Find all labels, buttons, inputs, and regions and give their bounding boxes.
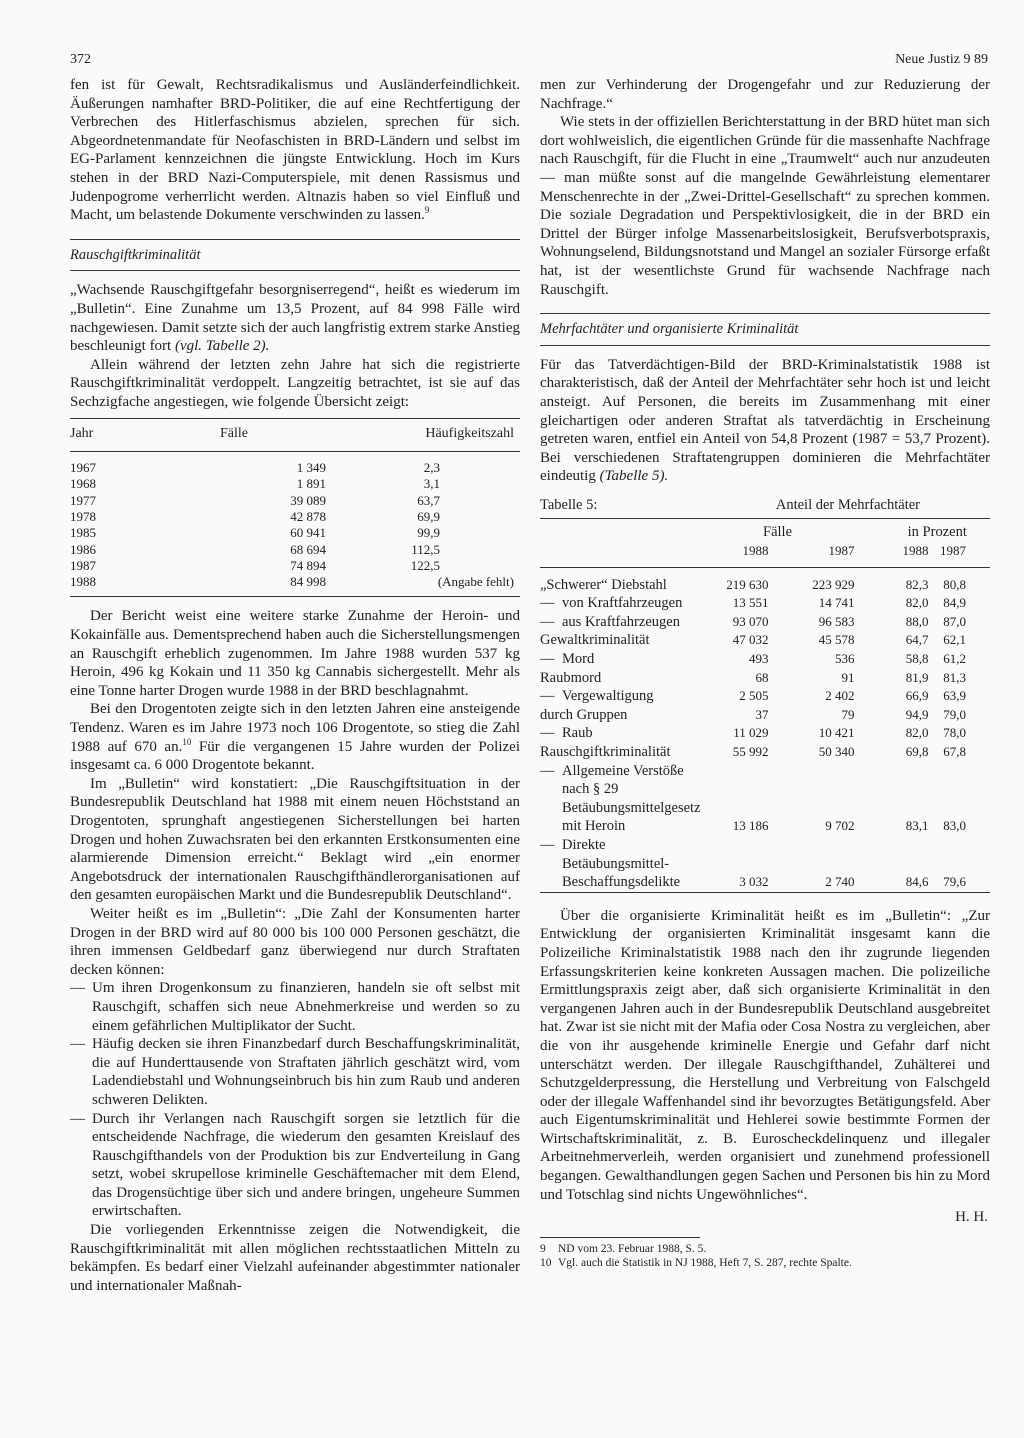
row-label: — Allgemeine Verstöße nach § 29 Betäubungsmittelgesetz mit Heroin [540, 762, 701, 835]
table-row [540, 706, 990, 725]
column-header: Jahr [70, 418, 190, 452]
row-label: Raubmord [540, 669, 602, 686]
table-row [70, 509, 520, 525]
dash-marker: — [540, 613, 555, 630]
paragraph: men zur Verhinderung der Drogengefahr und zur Reduzierung der Nachfrage.“ [540, 77, 990, 112]
table-cell: 122,5 [410, 557, 440, 573]
table-cell: 68 694 [290, 541, 326, 557]
table-cell: 1978 [70, 508, 96, 524]
footnote: 9 ND vom 23. Februar 1988, S. 5. [540, 1242, 707, 1255]
row-label: — Direkte Betäubungsmittel-Beschaffungsdelikte [540, 836, 701, 892]
table-row [70, 493, 520, 509]
table-cell: 63,9 [943, 688, 966, 704]
paragraph: Im „Bulletin“ wird konstatiert: „Die Rauschgiftsituation in der Bundesrepublik Deutschland hat 1988 mit einem neuen Höchststand an Drogentoten, sprunghaft angestiegenen Sicherstellungen bei harten Drogen und hohen Zuwachsraten bei den erkannten Erstkonsumenten eine alarmierende Dimension erreicht.“ Beklagt wird „ein enormer Angebotsdruck der internationalen Rauschgifthändlerorganisationen auf den gesamten europäischen Markt und die Bundesrepublik Deutschland“. [70, 775, 520, 904]
dash-marker: — [540, 595, 555, 612]
table-cell: 61,2 [943, 651, 966, 667]
table-cell: 14 741 [818, 595, 855, 611]
right-column [540, 76, 990, 1270]
table-row [540, 631, 990, 650]
table-cell: 84 998 [190, 574, 360, 597]
table-cell: 112,5 [411, 541, 440, 557]
table-cell: 223 929 [812, 576, 855, 592]
paragraph: Über die organisierte Kriminalität heißt es im „Bulletin“: „Zur Entwicklung der organisierten Kriminalität insgesamt kann die Polizeiliche Kriminalstatistik 1988 nach den ihr zugrunde liegenden Erfassungskriterien keine konkreten Aussagen machen. Die polizeiliche Ermittlungspraxis zeigt aber, daß sich organisierte Kriminalität in den vergangenen Jahren auch in der Bundesrepublik Deutschland ausgebreitet hat. Zwar ist sie nicht mit der Mafia oder Cosa Nostra zu vergleichen, aber die von ihr ausgehende kriminelle Energie und Gefahr darf nicht unterschätzt werden. Der illegale Rauschgifthandel, Zuhälterei und Schutzgelderpressung, die Herstellung und Verbreitung von Falschgeld oder der illegale Waffenhandel sind ihr bevorzugtes Betätigungsfeld. Aber auch Eigentumskriminalität und Hehlerei sowie bestimmte Formen der Wirtschaftskriminalität, z. B. Euroscheckdelinquenz und illegaler Arbeitnehmerverleih, werden organisiert und zunehmend professionell begangen. Gewalthandlungen gegen Sachen und Personen bis hin zu Mord und Totschlag sind nichts Ungewöhnliches“. [540, 907, 990, 1203]
table-cell: 96 583 [818, 613, 855, 629]
table-row [540, 567, 990, 594]
section-heading-rauschgift: Rauschgiftkriminalität [70, 239, 520, 272]
table-row [70, 542, 520, 558]
list-item: — Um ihren Drogenkonsum zu finanzieren, handeln sie oft selbst mit Rauschgift, schaffen sich neue Abnehmerkreise und werden so zu einem gefährlichen Multiplikator der Sucht. [70, 980, 520, 1034]
table-title: Anteil der Mehrfachtäter [775, 496, 920, 513]
paragraph: Der Bericht weist eine weitere starke Zunahme der Heroin- und Kokainfälle aus. Dementsprechend haben auch die Sicherstellungsmengen an Rauschgift erheblich zugenommen. Im Jahre 1988 wurden 537 kg Heroin, 496 kg Kokain und 11 350 kg Cannabis sichergestellt. Mehr als eine Tonne harter Drogen wurde 1988 in der BRD beschlagnahmt. [70, 608, 520, 699]
table-cell: 82,0 [905, 725, 929, 741]
table-cell: 1985 [70, 525, 96, 541]
table-cell: 82,3 [905, 576, 929, 592]
table-cell: 82,0 [905, 595, 929, 611]
table-cell: 78,0 [943, 725, 966, 741]
table-cell: 1986 [70, 541, 96, 557]
table-cell: 10 421 [818, 725, 855, 741]
row-label: Rauschgiftkriminalität [540, 744, 671, 760]
table-cell: 88,0 [905, 613, 929, 629]
table-row [540, 836, 990, 892]
table-5-caption [540, 496, 990, 515]
dash-marker: — [540, 651, 555, 668]
table-cell: 81,3 [943, 669, 966, 685]
footnote-divider [540, 1237, 700, 1238]
table-cell: 79,6 [929, 836, 990, 892]
column-header: Häufigkeitszahl [360, 418, 520, 452]
table-cell: 99,9 [417, 525, 440, 541]
footnote-ref: 9 [424, 205, 430, 216]
table-cell: 2 402 [825, 688, 855, 704]
footnote: 10 Vgl. auch die Statistik in NJ 1988, Heft 7, S. 287, rechte Spalte. [540, 1256, 852, 1269]
year-header: 1988 [855, 542, 929, 567]
table-cell: 81,9 [905, 669, 929, 685]
row-label: „Schwerer“ Diebstahl [540, 576, 667, 593]
section-heading-mehrfachtaeter: Mehrfachtäter und organisierte Kriminalität [540, 313, 990, 346]
table-row [540, 687, 990, 706]
year-header: 1988 [701, 542, 769, 567]
row-label: — Mord [540, 651, 595, 668]
dash-marker: — [540, 688, 555, 705]
paragraph: fen ist für Gewalt, Rechtsradikalismus und Ausländerfeindlichkeit. Äußerungen namhafter BRD-Politiker, die auf eine Rechtfertigung der Verbrechen des Hitlerfaschismus abzielen, sprechen für sich. Abgeordnetenmandate für Neofaschisten in BRD-Ländern und selbst im EG-Parlament kennzeichnen die jüngste Entwicklung. Hoch im Kurs stehen in der BRD Nazi-Computerspiele, mit denen Rassismus und Judenpogrome verherrlicht werden. Altnazis haben so viel Einfluß und Macht, um belastende Dokumente verschwinden zu lassen.$^9$ [70, 77, 520, 224]
table-cell: 1968 [70, 476, 96, 492]
table-cell: 3 032 [701, 836, 769, 892]
table-cell: 67,8 [943, 744, 966, 759]
table-cell: 83,0 [943, 818, 966, 834]
table-cell: 1 891 [296, 476, 326, 492]
table-row [540, 613, 990, 632]
footnotes [540, 1242, 990, 1270]
table-5-repeat-offenders [540, 518, 990, 892]
row-label: durch Gruppen [540, 706, 628, 723]
table-cell: 1987 [70, 557, 96, 573]
group-header-faelle: Fälle [701, 519, 855, 542]
dash-marker: — [540, 725, 555, 742]
paragraph: Für das Tatverdächtigen-Bild der BRD-Kriminalstatistik 1988 ist charakteristisch, daß der Anteil der Mehrfachtäter sehr hoch ist und leicht ansteigt. Auf Personen, die bereits im Zusammenhang mit einer gleichartigen oder anderen Straftat als tatverdächtig in Erscheinung getreten waren, entfiel ein Anteil von 54,8 Prozent (1987 = 53,7 Prozent). Bei verschiedenen Straftatengruppen dominieren die Mehrfachtäter eindeutig (Tabelle 5). [540, 356, 990, 485]
table-row [540, 762, 990, 836]
table-cell: 84,6 [855, 836, 929, 892]
table-cell: 66,9 [905, 688, 929, 704]
table-row [70, 558, 520, 574]
table-cell: 536 [835, 651, 855, 667]
table-row [70, 574, 520, 597]
year-header: 1987 [929, 542, 990, 567]
table-cell: 68 [755, 669, 769, 685]
table-cell: 55 992 [732, 744, 769, 759]
year-header: 1987 [769, 542, 855, 567]
list-item: — Durch ihr Verlangen nach Rauschgift sorgen sie letztlich für die entscheidende Nachfrage, die wiederum den gesamten Kreislauf des Rauschgifthandels von der Produktion bis zur Endverteilung in Gang setzt, wobei skrupellose kriminelle Geschäftemacher mit dem Elend, das Drogensüchtige über sich und andere bringen, ungeheure Summen erwirtschaften. [70, 1110, 520, 1220]
table-cell: 9 702 [825, 818, 855, 834]
table-cell: 2 740 [769, 836, 855, 892]
table-cell: 1988 [70, 574, 190, 597]
table-cell: 42 878 [290, 508, 326, 524]
table-cell: 79,0 [943, 706, 966, 722]
table-row [540, 594, 990, 613]
table-cell: 87,0 [943, 613, 966, 629]
table-cell: 80,8 [943, 576, 966, 592]
dash-marker: — [540, 762, 555, 779]
table-cell: 84,9 [943, 595, 966, 611]
table-cell: 63,7 [417, 492, 440, 508]
table-cell: 79 [841, 706, 855, 722]
table-cell: 3,1 [423, 476, 440, 492]
table-2-overview [70, 418, 520, 598]
dash-marker: — [540, 836, 555, 853]
table-row [540, 650, 990, 669]
table-cell: 13 186 [732, 818, 769, 834]
table-row [70, 452, 520, 477]
left-column [70, 76, 520, 1295]
table-cell: 69,9 [417, 508, 440, 524]
table-cell: 219 630 [726, 576, 769, 592]
table-cell: 493 [749, 651, 769, 667]
paragraph: „Wachsende Rauschgiftgefahr besorgniserregend“, heißt es wiederum im „Bulletin“. Eine Zunahme um 13,5 Prozent, auf 84 998 Fälle wird nachgewiesen. Damit setzte sich der auch langfristig extrem starke Anstieg beschleunigt fort (vgl. Tabelle 2). [70, 282, 520, 355]
row-label: — Vergewaltigung [540, 688, 654, 705]
table-row [70, 525, 520, 541]
paragraph: Bei den Drogentoten zeigte sich in den letzten Jahren eine ansteigende Tendenz. Waren es im Jahre 1973 noch 106 Drogentote, so stieg die Zahl 1988 auf 670 an.$^{10}$ Für die vergangenen 15 Jahre wurden der Polizei insgesamt ca. 6 000 Drogentote bekannt. [70, 701, 520, 774]
paragraph: Allein während der letzten zehn Jahre hat sich die registrierte Rauschgiftkriminalität verdoppelt. Langzeitig betrachtet, ist sie auf das Sechzigfache angestiegen, wie folgende Übersicht zeigt: [70, 356, 520, 410]
table-cell: 47 032 [732, 632, 769, 648]
paragraph: Weiter heißt es im „Bulletin“: „Die Zahl der Konsumenten harter Drogen in der BRD wird auf 80 000 bis 100 000 Personen geschätzt, die ihren immensen Geldbedarf ganz überwiegend nur durch Straftaten decken können: [70, 905, 520, 978]
table-cell: 2 505 [739, 688, 769, 704]
table-cell: 1 349 [296, 460, 326, 476]
table-cell: 13 551 [732, 595, 769, 611]
table-cell: 39 089 [290, 492, 326, 508]
table-cell: 91 [841, 669, 855, 685]
table-cell: 64,7 [905, 632, 929, 648]
table-cell: 50 340 [818, 744, 855, 759]
page-number: 372 [70, 52, 91, 67]
table-cell: 58,8 [905, 651, 929, 667]
table-row [540, 724, 990, 743]
row-label: Gewaltkriminalität [540, 632, 650, 649]
footnote-ref: 10 [182, 736, 192, 747]
journal-issue: Neue Justiz 9 89 [895, 52, 988, 67]
table-cell: 45 578 [818, 632, 855, 648]
table-row [540, 743, 990, 762]
table-cell: 83,1 [905, 818, 929, 834]
group-header-prozent: in Prozent [855, 519, 990, 542]
table-label: Tabelle 5: [540, 496, 598, 513]
table-cell: 94,9 [905, 706, 929, 722]
paragraph: Die vorliegenden Erkenntnisse zeigen die Notwendigkeit, die Rauschgiftkriminalität mit allen möglichen rechtsstaatlichen Mitteln zu bekämpfen. Es bedarf einer Vielzahl aufeinander abgestimmter nationaler und internationaler Maßnah- [70, 1222, 520, 1294]
table-cell: 62,1 [943, 632, 966, 648]
column-header: Fälle [190, 418, 360, 452]
table-cell: 11 029 [733, 725, 769, 741]
row-label: — aus Kraftfahrzeugen [540, 613, 680, 630]
table-cell: 1977 [70, 492, 96, 508]
table-row [70, 476, 520, 492]
paragraph: Wie stets in der offiziellen Berichterstattung in der BRD hütet man sich dort wohlweislich, die eigentlichen Gründe für die massenhafte Nachfrage nach Rauschgift, für die Flucht in eine „Traumwelt“ auch nur anzudeuten — man müßte sonst auf die mangelnde Gewährleistung elementarer Menschenrechte in der „Zwei-Drittel-Gesellschaft“ zu sprechen kommen. Die soziale Degradation und Perspektivlosigkeit, die in der BRD ein Drittel der Bürger infolge Massenarbeitslosigkeit, Berufsverbotspraxis, Wohnungselend, Bildungsnotstand und Mangel an sozialer Fürsorge erfaßt hat, ist der wesentlichste Grund für wachsende Nachfrage nach Rauschgift. [540, 114, 990, 298]
table-cell: (Angabe fehlt) [360, 574, 520, 597]
table-row [540, 669, 990, 688]
table-cell: 74 894 [290, 557, 326, 573]
table-cell: 69,8 [905, 744, 929, 759]
row-label: — von Kraftfahrzeugen [540, 595, 683, 612]
table-cell: 93 070 [732, 613, 769, 629]
table-cell: 2,3 [423, 460, 440, 476]
table-cell: 1967 [70, 460, 96, 476]
list-item: — Häufig decken sie ihren Finanzbedarf durch Beschaffungskriminalität, die auf Hunderttausende von Straftaten jährlich geschätzt wird, vom Ladendiebstahl und Wohnungseinbruch bis hin zum Raub und anderen schweren Delikten. [70, 1036, 520, 1108]
table-cell: 60 941 [290, 525, 326, 541]
table-cell: 37 [755, 706, 769, 722]
author-initials: H. H. [955, 1209, 988, 1226]
row-label: — Raub [540, 725, 593, 742]
